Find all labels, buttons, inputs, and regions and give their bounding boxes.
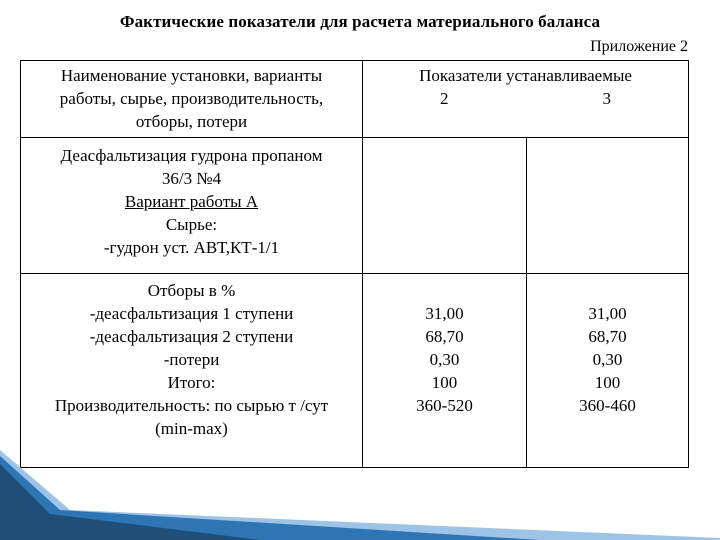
col3-stage1-value: 31,00: [588, 304, 627, 323]
yields-heading: Отборы в %: [147, 281, 236, 300]
column-number-2: 2: [440, 89, 449, 108]
col2-stage2-value: 68,70: [425, 327, 464, 346]
material-balance-table: [20, 60, 689, 468]
process-name: Деасфальтизация гудрона пропаном: [60, 146, 323, 165]
losses-label: -потери: [163, 350, 220, 369]
process-description-cell: [21, 138, 363, 274]
header-name-line: отборы, потери: [135, 112, 248, 131]
header-indicators-cell: [363, 61, 689, 138]
header-name-cell: [21, 61, 363, 138]
operating-variant: Вариант работы А: [124, 192, 259, 211]
col2-losses-value: 0,30: [429, 350, 460, 369]
col3-total-value: 100: [594, 373, 621, 392]
col2-stage1-value: 31,00: [425, 304, 464, 323]
column-number-3: 3: [602, 89, 612, 108]
indicator-column-numbers: [363, 87, 688, 110]
yields-labels-cell: [21, 274, 363, 468]
header-name-line: Наименование установки, варианты: [60, 66, 323, 85]
process-col2-cell: [363, 138, 527, 274]
feedstock-source: -гудрон уст. АВТ,КТ-1/1: [103, 238, 280, 257]
header-name-line: работы, сырье, производительность,: [59, 89, 324, 108]
yield-stage1-label: -деасфальтизация 1 ступени: [89, 304, 294, 323]
table-row-process: [21, 138, 689, 274]
col2-total-value: 100: [431, 373, 458, 392]
capacity-range-label: (min-max): [155, 419, 228, 438]
indicators-title: Показатели устанавливаемые: [419, 66, 632, 85]
process-col3-cell: [527, 138, 689, 274]
table-row-yields: [21, 274, 689, 468]
swoosh-mid: [0, 456, 540, 540]
yield-stage2-label: -деасфальтизация 2 ступени: [89, 327, 294, 346]
col2-capacity-value: 360-520: [416, 396, 473, 415]
appendix-label: Приложение 2: [590, 38, 688, 55]
feedstock-label: Сырье:: [165, 215, 218, 234]
yields-col2-cell: [363, 274, 527, 468]
unit-number: 36/3 №4: [161, 169, 222, 188]
swoosh-dark: [0, 464, 260, 540]
table-header-row: [21, 61, 689, 138]
yields-col3-cell: [527, 274, 689, 468]
col3-capacity-value: 360-460: [579, 396, 636, 415]
col3-stage2-value: 68,70: [588, 327, 627, 346]
capacity-label: Производительность: по сырью т /сут: [54, 396, 329, 415]
total-label: Итого:: [167, 373, 216, 392]
col3-losses-value: 0,30: [592, 350, 623, 369]
document-title: Фактические показатели для расчета материального баланса: [119, 12, 601, 31]
